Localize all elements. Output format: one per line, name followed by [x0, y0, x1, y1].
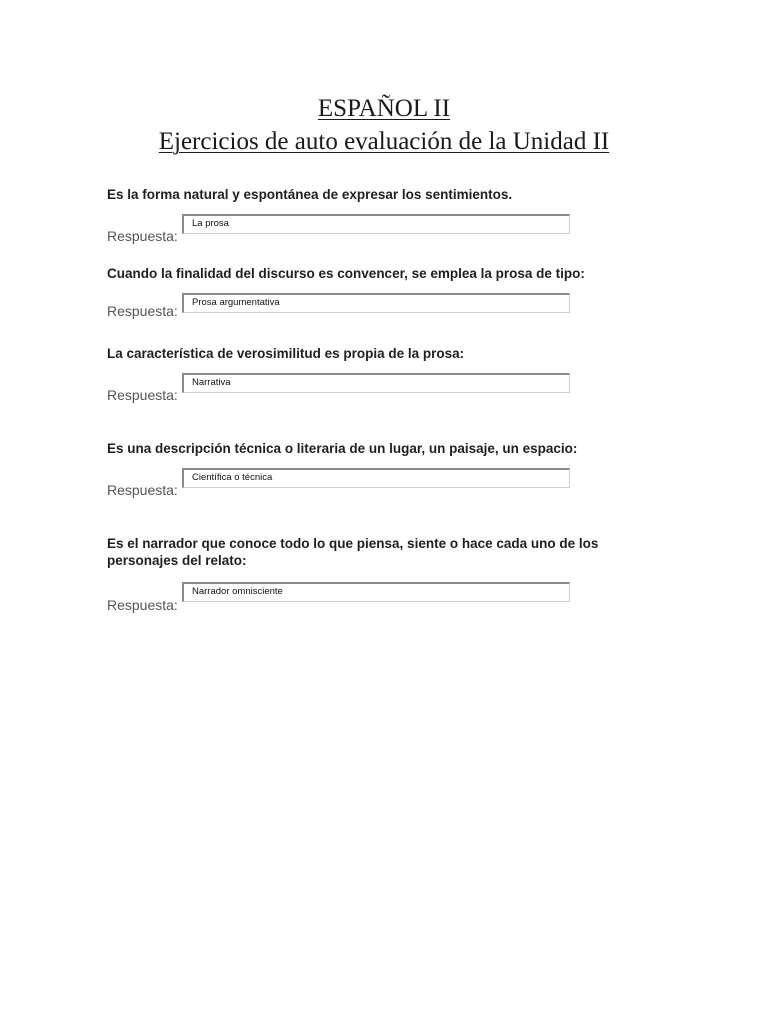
- answer-3-field[interactable]: Narrativa: [182, 373, 570, 393]
- question-5-text: Es el narrador que conoce todo lo que piensa, siente o hace cada uno de los personajes del relato:: [107, 536, 599, 568]
- answer-2-label: Respuesta:: [107, 303, 178, 319]
- subtitle-line: [0, 125, 768, 158]
- answer-2-field[interactable]: Prosa argumentativa: [182, 293, 570, 313]
- answer-1-field[interactable]: La prosa: [182, 214, 570, 234]
- question-1-text: Es la forma natural y espontánea de expresar los sentimientos.: [107, 187, 513, 202]
- answer-3-label: Respuesta:: [107, 387, 178, 403]
- answer-1-label: Respuesta:: [107, 228, 178, 244]
- question-3-text: La característica de verosimilitud es propia de la prosa:: [107, 346, 465, 361]
- answer-4-label: Respuesta:: [107, 482, 178, 498]
- page-title: ESPAÑOL II: [317, 95, 451, 122]
- question-4-text: Es una descripción técnica o literaria de un lugar, un paisaje, un espacio:: [107, 441, 578, 456]
- title-line: [0, 92, 768, 125]
- answer-5-label: Respuesta:: [107, 597, 178, 613]
- page-subtitle: Ejercicios de auto evaluación de la Unidad II: [158, 128, 610, 155]
- question-2-text: Cuando la finalidad del discurso es convencer, se emplea la prosa de tipo:: [107, 266, 585, 281]
- document-header: [0, 92, 768, 158]
- answer-4-field[interactable]: Científica o técnica: [182, 468, 570, 488]
- answer-5-field[interactable]: Narrador omnisciente: [182, 582, 570, 602]
